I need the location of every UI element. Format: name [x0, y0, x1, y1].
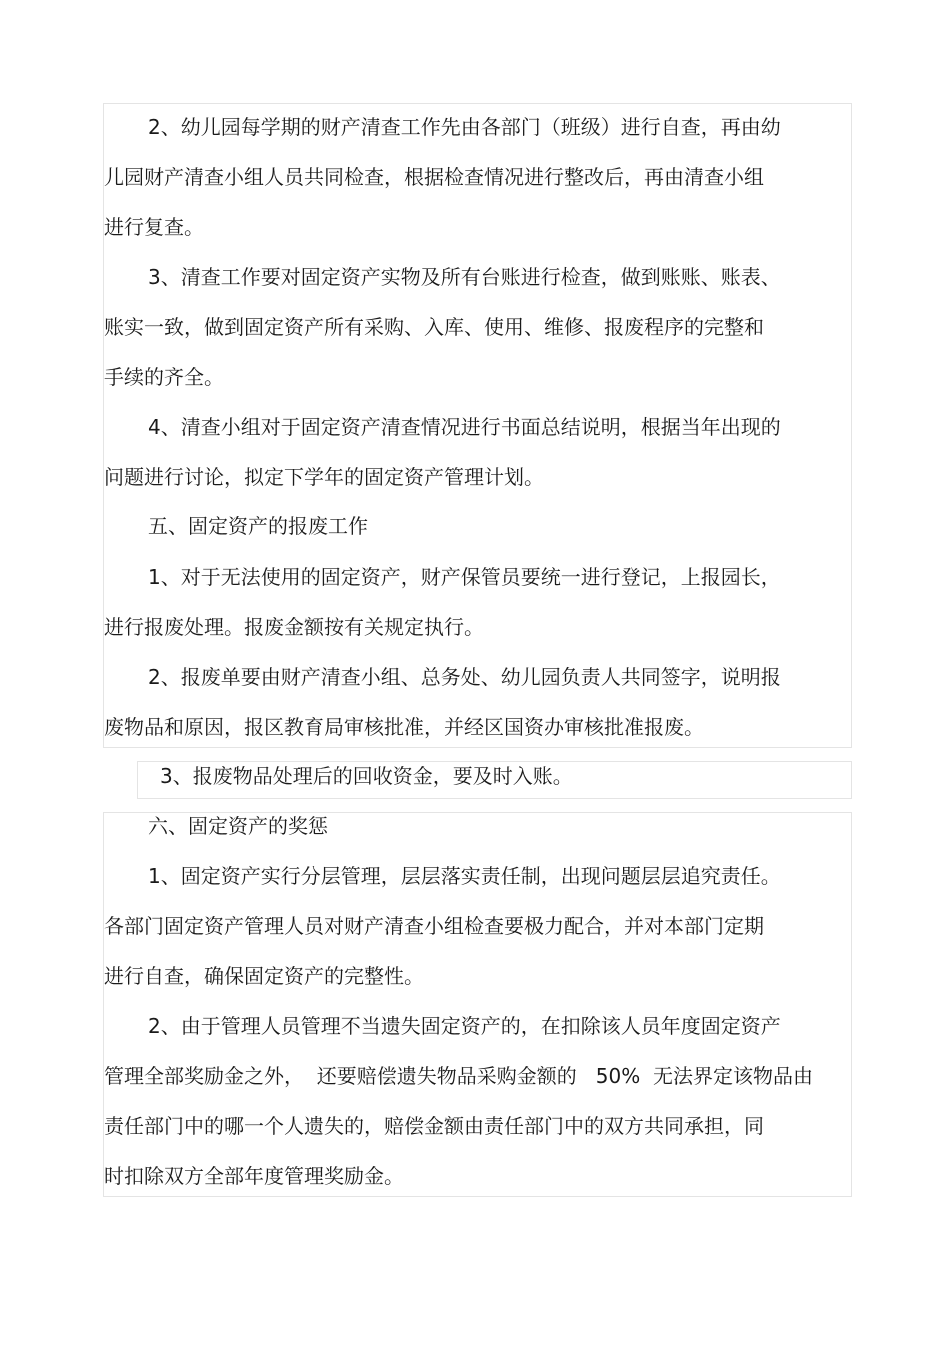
paragraph-line: 2、幼儿园每学期的财产清查工作先由各部门（班级）进行自查，再由幼 — [148, 115, 781, 139]
paragraph-line: 3、清查工作要对固定资产实物及所有台账进行检查，做到账账、账表、 — [148, 265, 781, 289]
paragraph-line: 管理全部奖励金之外， 还要赔偿遗失物品采购金额的 50% 无法界定该物品由 — [104, 1064, 813, 1088]
paragraph-line: 手续的齐全。 — [104, 365, 224, 389]
paragraph-line: 时扣除双方全部年度管理奖励金。 — [104, 1164, 404, 1188]
paragraph-line: 2、报废单要由财产清查小组、总务处、幼儿园负责人共同签字，说明报 — [148, 665, 781, 689]
paragraph-line: 责任部门中的哪一个人遗失的，赔偿金额由责任部门中的双方共同承担，同 — [104, 1114, 764, 1138]
paragraph-line: 4、清查小组对于固定资产清查情况进行书面总结说明，根据当年出现的 — [148, 415, 781, 439]
document-body — [104, 0, 852, 1345]
section-heading: 五、固定资产的报废工作 — [148, 514, 368, 538]
paragraph-line: 问题进行讨论，拟定下学年的固定资产管理计划。 — [104, 465, 544, 489]
paragraph-line: 进行报废处理。报废金额按有关规定执行。 — [104, 615, 484, 639]
paragraph-line: 废物品和原因，报区教育局审核批准，并经区国资办审核批准报废。 — [104, 715, 704, 739]
paragraph-line: 进行复查。 — [104, 215, 204, 239]
paragraph-line: 1、固定资产实行分层管理，层层落实责任制，出现问题层层追究责任。 — [148, 864, 781, 888]
paragraph-line: 3、报废物品处理后的回收资金，要及时入账。 — [160, 764, 573, 788]
section-heading: 六、固定资产的奖惩 — [148, 814, 328, 838]
paragraph-line: 各部门固定资产管理人员对财产清查小组检查要极力配合，并对本部门定期 — [104, 914, 764, 938]
paragraph-line: 1、对于无法使用的固定资产，财产保管员要统一进行登记，上报园长， — [148, 565, 781, 589]
paragraph-line: 2、由于管理人员管理不当遗失固定资产的，在扣除该人员年度固定资产 — [148, 1014, 781, 1038]
paragraph-line: 账实一致，做到固定资产所有采购、入库、使用、维修、报废程序的完整和 — [104, 315, 764, 339]
paragraph-line: 进行自查，确保固定资产的完整性。 — [104, 964, 424, 988]
paragraph-line: 儿园财产清查小组人员共同检查，根据检查情况进行整改后，再由清查小组 — [104, 165, 764, 189]
